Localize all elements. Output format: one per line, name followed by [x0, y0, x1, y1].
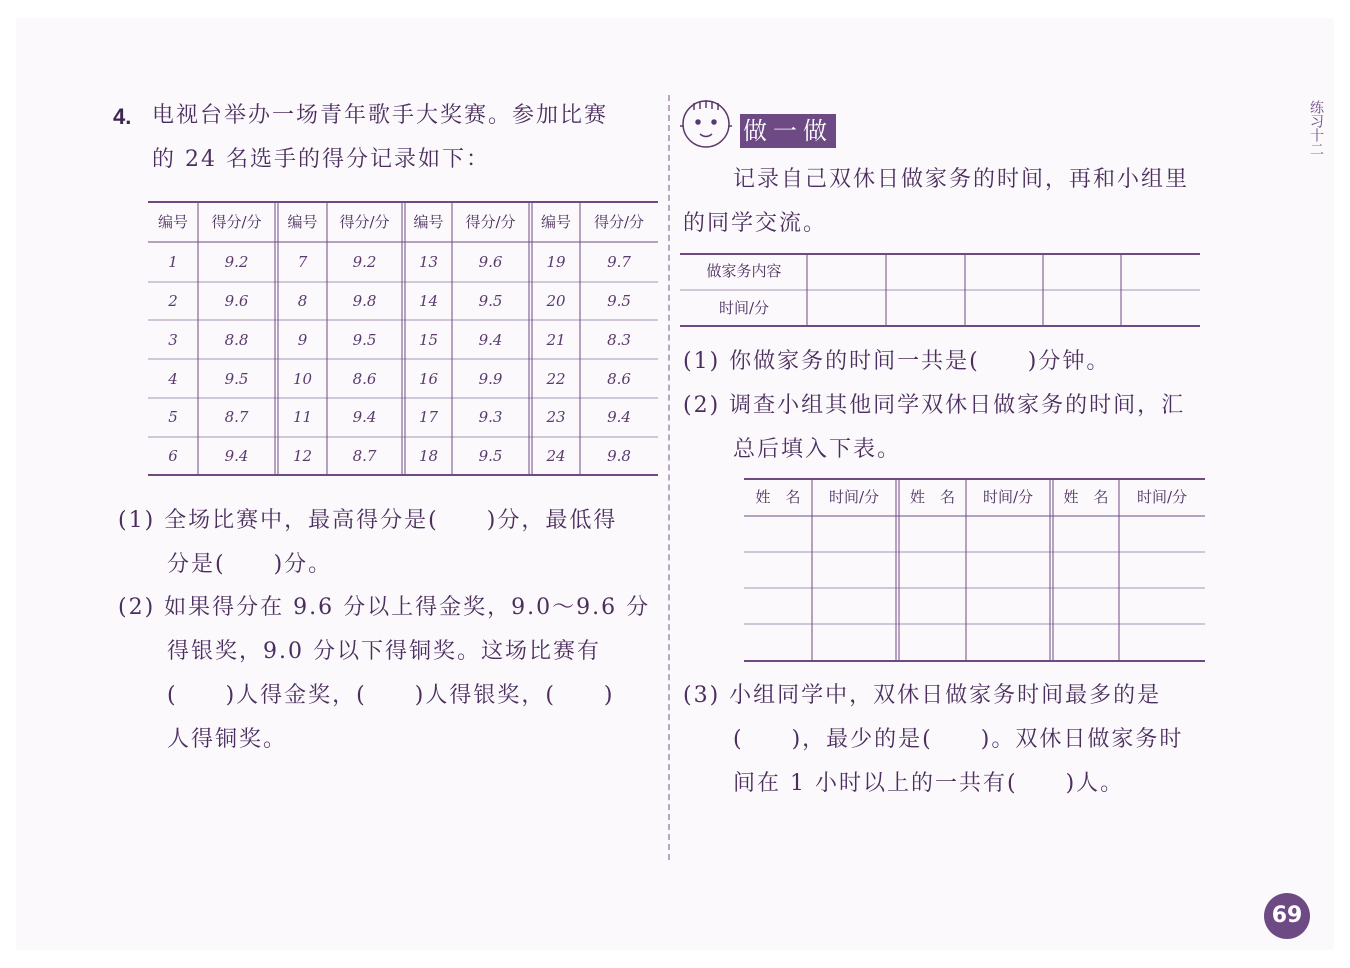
table-header-id: 编号 — [540, 213, 571, 231]
intro-line-2: 的同学交流。 — [683, 211, 828, 236]
table-cell: 9.5 — [352, 331, 377, 349]
table-cell: 15 — [418, 331, 439, 349]
sub-question-1-line-2: 分是( )分。 — [167, 552, 333, 577]
table-cell: 17 — [418, 408, 439, 426]
table-cell: 19 — [546, 253, 566, 271]
table-cell: 9.8 — [352, 292, 377, 310]
table-cell: 9.4 — [352, 408, 377, 426]
table-cell: 9.9 — [478, 370, 503, 388]
table-cell: 24 — [546, 447, 566, 465]
table-cell: 23 — [546, 408, 566, 426]
table-header-id: 编号 — [157, 213, 188, 231]
table-cell: 9.6 — [478, 253, 503, 271]
table-cell: 6 — [168, 447, 178, 465]
table-cell: 18 — [418, 447, 439, 465]
table-cell: 9.4 — [478, 331, 503, 349]
table-cell: 9.5 — [224, 370, 249, 388]
survey-header-time: 时间/分 — [828, 488, 880, 506]
right-sub-question-3-line-3: 间在 1 小时以上的一共有( )人。 — [733, 771, 1125, 796]
table-cell: 8.3 — [607, 331, 631, 349]
sub-question-2-line-1: (2) 如果得分在 9.6 分以上得金奖，9.0～9.6 分 — [118, 595, 651, 620]
table-cell: 9.2 — [224, 253, 249, 271]
right-sub-question-3-line-2: ( )，最少的是( )。双休日做家务时 — [733, 727, 1184, 752]
table-header-id: 编号 — [413, 213, 444, 231]
right-sub-question-1: (1) 你做家务的时间一共是( )分钟。 — [683, 349, 1111, 374]
sub-question-1-line-1: (1) 全场比赛中，最高得分是( )分，最低得 — [118, 508, 618, 533]
table-cell: 9.5 — [478, 292, 503, 310]
table-cell: 9.7 — [607, 253, 631, 271]
table-cell: 8.6 — [352, 370, 377, 388]
table-cell: 1 — [168, 253, 178, 271]
chores-row-label: 做家务内容 — [706, 262, 782, 280]
table-cell: 9 — [297, 331, 308, 349]
table-header-score: 得分/分 — [211, 213, 262, 231]
table-header-score: 得分/分 — [593, 213, 645, 231]
survey-header-time: 时间/分 — [982, 488, 1034, 506]
table-cell: 8.7 — [224, 408, 249, 426]
time-row-label: 时间/分 — [718, 299, 770, 317]
table-cell: 3 — [168, 331, 178, 349]
table-cell: 8 — [297, 292, 308, 310]
table-cell: 9.3 — [478, 408, 503, 426]
table-cell: 22 — [546, 370, 566, 388]
table-cell: 13 — [418, 253, 439, 271]
table-cell: 10 — [292, 370, 313, 388]
question-text-line-1: 电视台举办一场青年歌手大奖赛。参加比赛 — [152, 103, 609, 128]
table-cell: 11 — [292, 408, 313, 426]
sub-question-2-line-4: 人得铜奖。 — [167, 727, 288, 752]
table-cell: 9.6 — [224, 292, 249, 310]
table-cell: 9.5 — [478, 447, 503, 465]
table-cell: 21 — [546, 331, 566, 349]
table-cell: 2 — [168, 292, 178, 310]
sub-question-2-line-2: 得银奖，9.0 分以下得铜奖。这场比赛有 — [167, 639, 601, 664]
right-sub-question-3-line-1: (3) 小组同学中，双休日做家务时间最多的是 — [683, 683, 1162, 708]
page-number: 69 — [1264, 893, 1310, 939]
table-cell: 7 — [297, 253, 308, 271]
table-cell: 16 — [418, 370, 439, 388]
table-cell: 9.4 — [607, 408, 631, 426]
table-cell: 8.6 — [607, 370, 631, 388]
activity-badge: 做一做 — [740, 114, 836, 148]
survey-header-name: 姓 名 — [1063, 488, 1109, 506]
table-header-score: 得分/分 — [339, 213, 390, 231]
table-cell: 9.2 — [352, 253, 377, 271]
question-number: 4. — [113, 104, 132, 129]
table-cell: 5 — [168, 408, 178, 426]
right-sub-question-2-line-2: 总后填入下表。 — [733, 437, 902, 462]
table-cell: 9.4 — [224, 447, 249, 465]
section-side-label: 练习十二 — [1308, 100, 1324, 156]
table-cell: 4 — [168, 370, 178, 388]
survey-header-name: 姓 名 — [755, 488, 801, 506]
table-cell: 8.8 — [224, 331, 249, 349]
sub-question-2-line-3: ( )人得金奖，( )人得银奖，( ) — [167, 683, 615, 708]
intro-line-1: 记录自己双休日做家务的时间，再和小组里 — [733, 167, 1190, 192]
table-cell: 12 — [292, 447, 313, 465]
question-text-line-2: 的 24 名选手的得分记录如下： — [152, 147, 490, 172]
table-cell: 14 — [418, 292, 439, 310]
table-cell: 9.5 — [607, 292, 631, 310]
table-cell: 20 — [546, 292, 566, 310]
table-header-id: 编号 — [287, 213, 318, 231]
table-cell: 9.8 — [607, 447, 631, 465]
table-header-score: 得分/分 — [465, 213, 516, 231]
right-sub-question-2-line-1: (2) 调查小组其他同学双休日做家务的时间，汇 — [683, 393, 1186, 418]
survey-header-time: 时间/分 — [1136, 488, 1188, 506]
table-cell: 8.7 — [352, 447, 377, 465]
survey-header-name: 姓 名 — [909, 488, 955, 506]
